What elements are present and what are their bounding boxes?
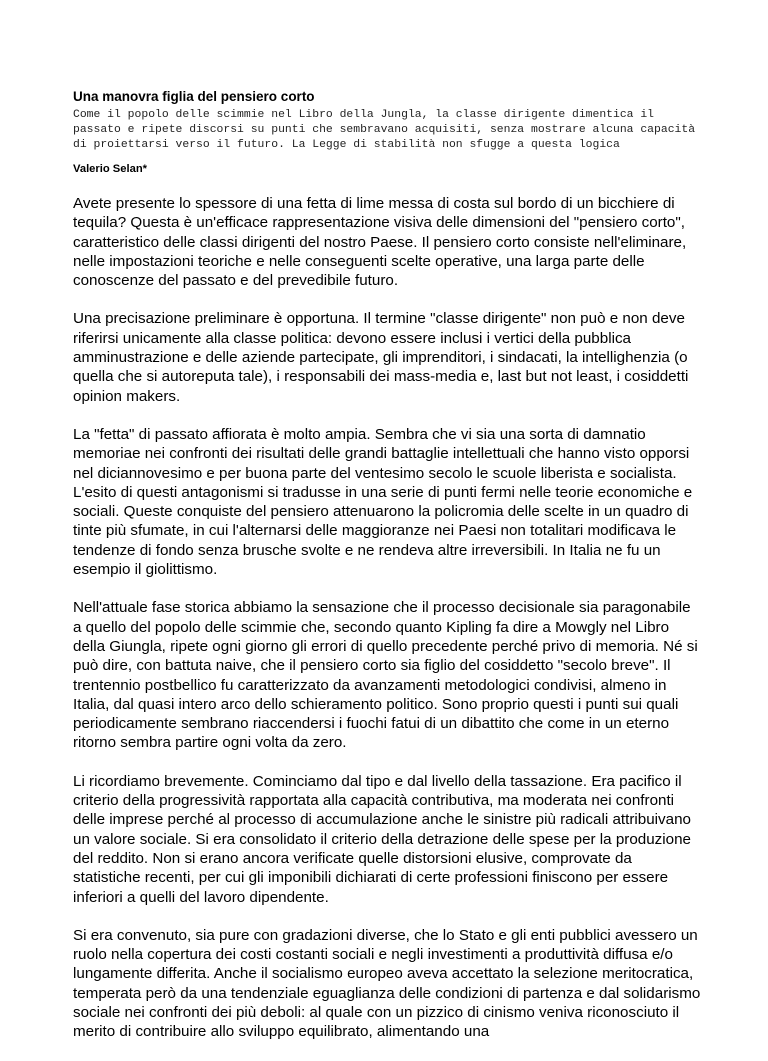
paragraph-2: Una precisazione preliminare è opportuna. Il termine "classe dirigente" non può e non deve riferirsi unicamente alla classe politica: devono essere inclusi i vertici della pubblica amminustrazione e delle aziende partecipate, gli imprenditori, i sindacati, la intellighenzia (o quella che si autoreputa tale), i responsabili dei mass-media e, last but not least, i cosiddetti opinion makers.	[73, 310, 689, 405]
paragraph-6: Si era convenuto, sia pure con gradazioni diverse, che lo Stato e gli enti pubblici avessero un ruolo nella copertura dei costi costanti sociali e negli investimenti a produttività diffusa e/o lungamente differita. Anche il socialismo europeo aveva accettato la selezione meritocratica, temperata però da una tendenziale eguaglianza delle condizioni di partenza e dal solidarismo sociale nei confronti dei più deboli: al quale con un pizzico di cinismo veniva riconosciuto il merito di contribuire allo sviluppo equilibrato, alimentando una	[73, 926, 701, 1041]
paragraph-3: La "fetta" di passato affiorata è molto ampia. Sembra che vi sia una sorta di damnatio memoriae nei confronti dei risultati delle grandi battaglie intellettuali che hanno visto opporsi nel diciannovesimo e per buona parte del ventesimo secolo le scuole liberista e socialista. L'esito di questi antagonismi si tradusse in una serie di punti fermi nelle teorie economiche e sociali. Queste conquiste del pensiero attenuarono la policromia delle scelte in un quadro di tinte più sfumate, in cui l'alternarsi delle maggioranze nei Paesi non totalitari modificava le tendenze di fondo senza brusche svolte e ne rendeva altre irreversibili. In Italia ne fu un esempio il giolittismo.	[73, 425, 693, 579]
article	[73, 88, 703, 1061]
paragraph-5: Li ricordiamo brevemente. Cominciamo dal tipo e dal livello della tassazione. Era pacifico il criterio della progressività rapportata alla capacità contributiva, ma moderata nei confronti delle imprese perché al processo di accumulazione anche le sinistre più radicali attribuivano un valore sociale. Si era consolidato il criterio della detrazione delle spese per la produzione del reddito. Non si erano ancora verificate quelle distorsioni elusive, comprovate da statistiche recenti, per cui gli imponibili dichiarati di certe professioni finiscono per essere inferiori a quelli del lavoro dipendente.	[73, 772, 691, 906]
article-subtitle: Come il popolo delle scimmie nel Libro della Jungla, la classe dirigente dimentica il passato e ripete discorsi su punti che sembravano acquisiti, senza mostrare alcuna capacità di proiettarsi verso il futuro. La Legge di stabilità non sfugge a questa logica	[73, 109, 696, 151]
paragraph-1: Avete presente lo spessore di una fetta di lime messa di costa sul bordo di un bicchiere di tequila? Questa è un'efficace rappresentazione visiva delle dimensioni del "pensiero corto", caratteristico delle classi dirigenti del nostro Paese. Il pensiero corto consiste nell'eliminare, nelle impostazioni teoriche e nelle conseguenti scelte operative, una larga parte delle conoscenze del passato e del prevedibile futuro.	[73, 195, 687, 290]
article-title: Una manovra figlia del pensiero corto	[73, 89, 315, 104]
article-author: Valerio Selan*	[73, 163, 148, 175]
paragraph-4: Nell'attuale fase storica abbiamo la sensazione che il processo decisionale sia paragonabile a quello del popolo delle scimmie che, secondo quanto Kipling fa dire a Mowgly nel Libro della Giungla, ripete ogni giorno gli errori di quello precedente perché privo di memoria. Né si può dire, con battuta naive, che il pensiero corto sia figlio del cosiddetto "secolo breve". Il trentennio postbellico fu caratterizzato da avanzamenti metodologici condivisi, almeno in Italia, dal quasi intero arco dello schieramento politico. Sono proprio questi i punti sui quali periodicamente sembrano riaccendersi i fuochi fatui di un dibattito che come in un eterno ritorno sembra partire ogni volta da zero.	[73, 599, 698, 752]
